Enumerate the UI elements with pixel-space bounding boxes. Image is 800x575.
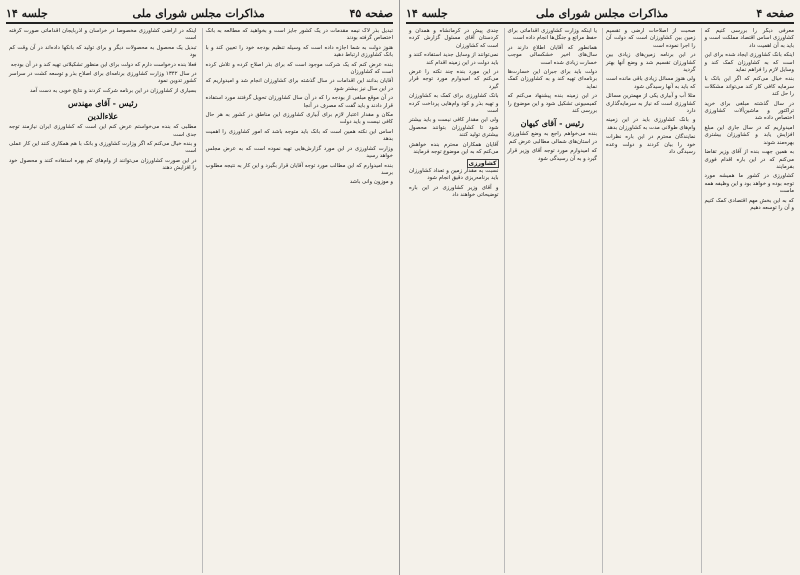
- paragraph: در این زمینه بنده پیشنهاد می‌کنم که کمیسیونی تشکیل شود و این موضوع را بررسی کند: [507, 93, 597, 115]
- paragraph: همانطور که آقایان اطلاع دارند در سال‌های اخیر خشکسالی موجب خسارت زیادی شده است: [507, 44, 597, 66]
- paragraph: در این صورت کشاورزان می‌توانند از وام‌های کم بهره استفاده کنند و محصول خود را افزایش دهند: [9, 157, 197, 172]
- paragraph: بسیاری از کشاورزان در این برنامه شرکت کردند و نتایج خوبی به دست آمد: [30, 87, 197, 94]
- paragraph: و موزون وانی باشد: [349, 179, 393, 186]
- paragraph: بنده عرض کنم که یک شرکت موجود است که برای بذر اصلاح کرده و تلاش کرده است که کشاورزان: [205, 61, 393, 76]
- speaker-heading-name: علاء‌الدین: [87, 111, 118, 122]
- right-header-session: جلسه ۱۴: [406, 6, 448, 20]
- paragraph: که امیدوارم مورد توجه آقای وزیر قرار گیرد و به آن رسیدگی شود: [507, 148, 597, 162]
- paragraph: فعلا بنده درخواست دارم که دولت برای این منظور تشکیلاتی تهیه کند و در آن بودجه: [10, 61, 197, 68]
- paragraph: در این مورد بنده چند نکته را عرض می‌کنم که امیدوارم مورد توجه قرار گیرد: [409, 69, 499, 90]
- paragraph: بنده امیدوارم که این مطالب مورد توجه آقایان قرار بگیرد و این کار به نتیجه مطلوب برسد: [205, 162, 393, 176]
- right-col-2: [504, 28, 598, 573]
- right-header-page-number: صفحه ۴: [756, 6, 794, 20]
- paragraph: یا اینکه وزارت کشاورزی اقداماتی برای حفظ مراتع و جنگل‌ها انجام داده است: [507, 28, 597, 42]
- left-col-1: [202, 28, 394, 573]
- paragraph: دولت باید برای جبران این خسارت‌ها برنامه‌ای تهیه کند و به کشاورزان کمک نماید: [507, 69, 597, 90]
- paragraph: در آن موقع مبلغی از بودجه را که در آن سال کشاورزان تحویل گرفتند مورد استفاده قرار دادند و باید گفت که مصرف در آنجا: [205, 95, 393, 109]
- left-header-session: جلسه ۱۴: [6, 6, 48, 20]
- speaker-heading: رئیس - آقای مهندس: [68, 98, 138, 109]
- paragraph: بنده می‌خواهم راجع به وضع کشاورزی در استان‌های شمالی مطالبی عرض کنم: [507, 131, 597, 145]
- paragraph: نسبت به مقدار زمین و تعداد کشاورزان باید برنامه‌ریزی دقیق انجام شود: [409, 167, 499, 182]
- paragraph: که به این بخش مهم اقتصادی کمک کنیم و آن را توسعه دهیم: [704, 197, 794, 211]
- paragraph: تبدیل یک محصول به محصولات دیگر و برای تولید که بانکها داده‌اند در آن وقت کم بود: [9, 44, 197, 59]
- right-page-header: [406, 4, 794, 24]
- speaker-heading: رئیس - آقای کیهان: [520, 118, 584, 129]
- paragraph: مثلا آب و آبیاری یکی از مهمترین مسائل کشاورزی است که نیاز به سرمایه‌گذاری دارد: [606, 93, 696, 115]
- left-header-title: مذاکرات مجلس شورای ملی: [132, 6, 265, 20]
- paragraph: اینکه بانک کشاورزی ایجاد شده برای این است که به کشاورزان کمک کند و وسایل لازم را فراهم نماید: [704, 52, 794, 74]
- paragraph: و آقای وزیر کشاورزی در این باره توضیحاتی خواهند داد: [409, 184, 499, 199]
- paragraph: هنوز دولت به شما اجازه داده است که وسیله تنظیم بودجه خود را تعیین کند و با بانک کشاورزی ارتباط دهید: [205, 44, 393, 59]
- paragraph: اساس این نکته همین است که بانک باید متوجه باشد که امور کشاورزی را اهمیت بدهد: [205, 128, 393, 143]
- paragraph: ولی این مقدار کافی نیست و باید بیشتر شود تا کشاورزان بتوانند محصول بیشتری تولید کنند: [409, 117, 499, 139]
- paragraph: کشاورزی در کشور ما همیشه مورد توجه بوده و خواهد بود و این وظیفه همه ماست: [704, 173, 794, 195]
- right-header-title: مذاکرات مجلس شورای ملی: [536, 6, 669, 20]
- paragraph: نمایندگان محترم در این باره نظرات خود را بیان کردند و دولت وعده رسیدگی داد: [606, 134, 696, 156]
- paragraph: آقایان همکاران محترم بنده خواهش می‌کنم که به این موضوع توجه فرمایند: [409, 141, 499, 156]
- paragraph: اینکه در اراضی کشاورزی مخصوصا در خراسان و آذربایجان اقداماتی صورت گرفته است: [9, 28, 197, 42]
- paragraph: و بنده خیال می‌کنم که اگر وزارت کشاورزی و بانک با هم همکاری کنند این کار عملی است: [9, 141, 197, 155]
- right-col-1: [406, 28, 499, 573]
- paragraph: آقایان بدانند این اقدامات در سال گذشته برای کشاورزان انجام شد و امیدواریم که در این سال نیز بیشتر شود: [205, 78, 393, 92]
- paragraph: ولی هنوز مسائل زیادی باقی مانده است که باید به آنها رسیدگی شود: [606, 76, 696, 90]
- margin-tag: کشاورزی: [468, 159, 497, 167]
- paragraph: چندی پیش در کرمانشاه و همدان و کردستان آقای مسئول گزارش کرده است که کشاورزان: [409, 28, 499, 49]
- right-col-3: [602, 28, 696, 573]
- paragraph: نمی‌توانند از وسایل جدید استفاده کنند و باید دولت در این زمینه اقدام کند: [409, 52, 499, 66]
- left-page-header: [6, 4, 393, 24]
- paragraph: در سال گذشته مبلغی برای خرید تراکتور و ماشین‌آلات کشاورزی اختصاص داده شد: [704, 100, 794, 122]
- paragraph: معرفی دیگر را بررسی کنیم که کشاورزی اساس اقتصاد مملکت است و باید به آن اهمیت داد: [704, 28, 794, 49]
- paragraph: تبدیل بذر لاک نیمه مقدمات در یک کشور جایز است و بخواهید که مطالعه به بانک اختصاص گرفته بودند: [205, 28, 393, 42]
- right-page: [400, 0, 800, 575]
- paragraph: به همین جهت بنده از آقای وزیر تقاضا می‌کنم که در این باره اقدام فوری بفرمایند: [704, 149, 794, 170]
- paragraph: مکان و مقدار اعتبار لازم برای آبیاری کشاورزی این مناطق در کشور به هر حال کافی نیست و باید دولت: [205, 112, 393, 126]
- paragraph: بانک کشاورزی برای کمک به کشاورزان و تهیه بذر و کود وام‌هایی پرداخت کرده است: [409, 93, 499, 115]
- paragraph: و بانک کشاورزی باید در این زمینه وام‌های طولانی مدت به کشاورزان بدهد: [606, 117, 696, 131]
- left-col-2: [6, 28, 197, 573]
- paragraph: در این برنامه زمین‌های زیادی بین کشاورزان تقسیم شد و وضع آنها بهتر گردید: [606, 52, 696, 74]
- paragraph: صحبت از اصلاحات ارضی و تقسیم زمین بین کشاورزان است که دولت آن را اجرا نموده است: [606, 28, 696, 49]
- paragraph: در سال ۱۳۴۲ وزارت کشاورزی برنامه‌ای برای اصلاح بذر و توسعه کشت در سراسر کشور تدوین نمود: [9, 71, 197, 85]
- right-page-columns: [406, 28, 794, 573]
- right-col-4: [701, 28, 795, 573]
- paragraph: بنده خیال می‌کنم که اگر این بانک با سرمایه کافی کار کند می‌تواند مشکلات را حل کند: [704, 76, 794, 98]
- left-page-columns: [6, 28, 393, 573]
- paragraph: وزارت کشاورزی در این مورد گزارش‌هایی تهیه نموده است که به عرض مجلس خواهد رسید: [205, 145, 393, 160]
- paragraph: مطلبی که بنده می‌خواستم عرض کنم این است که کشاورزی ایران نیازمند توجه جدی است: [9, 124, 197, 138]
- paragraph: امیدواریم که در سال جاری این مبلغ افزایش یابد و کشاورزان بیشتری بهره‌مند شوند: [704, 124, 794, 146]
- left-header-page-number: صفحه ۴۵: [349, 6, 393, 20]
